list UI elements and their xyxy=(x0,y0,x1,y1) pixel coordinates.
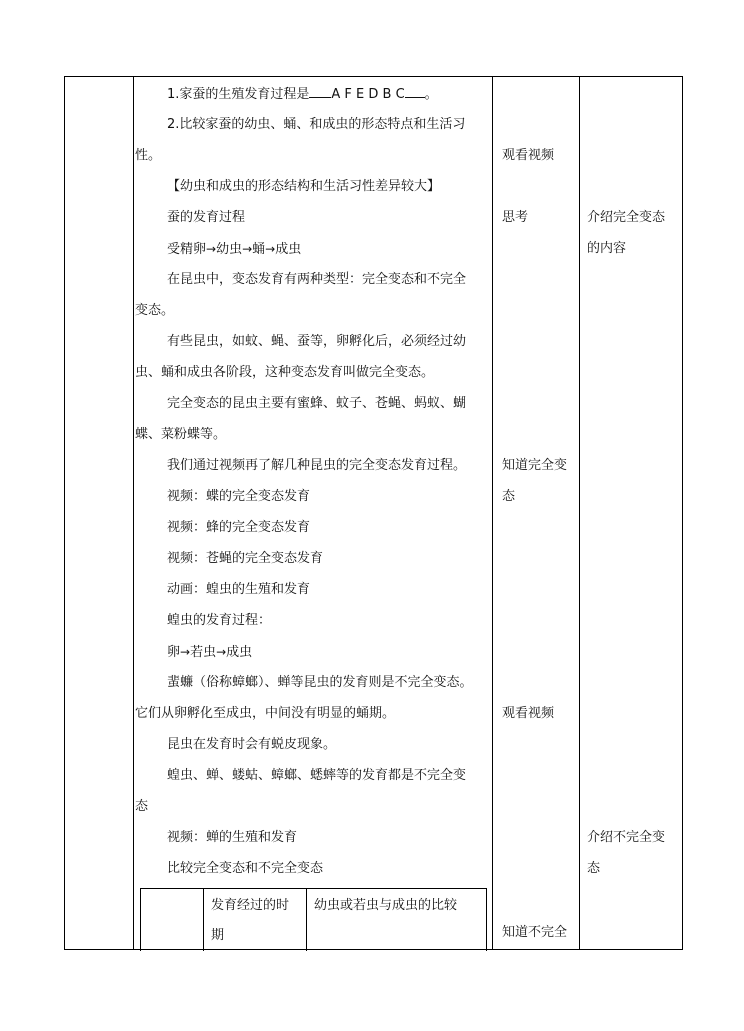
animation-item: 动画：蝗虫的生殖和发育 xyxy=(167,582,311,597)
stage-label: 受精卵 xyxy=(167,242,207,257)
comparison-table xyxy=(140,888,487,951)
design-intent: 态 xyxy=(587,861,601,876)
paragraph-line: 变态。 xyxy=(135,303,175,318)
paragraph-line: 昆虫在发育时会有蜕皮现象。 xyxy=(167,737,337,752)
video-item: 视频：蝶的完全变态发育 xyxy=(167,489,311,504)
locust-stages xyxy=(167,642,252,663)
design-intent: 介绍完全变态 xyxy=(587,210,666,225)
comparison-heading: 比较完全变态和不完全变态 xyxy=(167,861,324,876)
column-divider xyxy=(492,77,493,949)
arrow-icon: → xyxy=(206,242,217,256)
answer-note: 【幼虫和成虫的形态结构和生活习性差异较大】 xyxy=(167,179,441,194)
student-activity: 观看视频 xyxy=(502,148,555,163)
stage-label: 卵 xyxy=(167,645,181,660)
stage-label: 幼虫 xyxy=(216,242,243,257)
paragraph-line: 有些昆虫，如蚊、蝇、蚕等，卵孵化后，必须经过幼 xyxy=(167,334,467,349)
paragraph-line: 态 xyxy=(135,799,149,814)
stage-label: 成虫 xyxy=(226,645,253,660)
design-intent: 的内容 xyxy=(587,241,627,256)
answer-blank xyxy=(405,84,425,98)
paragraph-line: 它们从卵孵化至成虫，中间没有明显的蛹期。 xyxy=(135,706,396,721)
column-divider xyxy=(306,889,307,951)
question-2-line-1: 2.比较家蚕的幼虫、蛹、和成虫的形态特点和生活习 xyxy=(167,117,466,132)
column-divider xyxy=(203,889,204,951)
paragraph-line: 完全变态的昆虫主要有蜜蜂、蚊子、苍蝇、蚂蚁、蝴 xyxy=(167,396,467,411)
locust-development-heading: 蝗虫的发育过程： xyxy=(167,613,272,628)
answer-blank xyxy=(309,84,331,98)
stage-label: 成虫 xyxy=(275,242,302,257)
video-item: 视频：蜂的完全变态发育 xyxy=(167,520,311,535)
paragraph-line: 蜚蠊（俗称蟑螂）、蝉等昆虫的发育则是不完全变态。 xyxy=(167,675,473,690)
arrow-icon: → xyxy=(265,242,276,256)
question-1-text: 1.家蚕的生殖发育过程是 xyxy=(167,87,310,102)
paragraph-line: 在昆虫中，变态发育有两种类型：完全变态和不完全 xyxy=(167,272,467,287)
question-1-end: 。 xyxy=(424,87,438,102)
paragraph-line: 蝗虫、蝉、蝼蛄、蟑螂、蟋蟀等的发育都是不完全变 xyxy=(167,768,467,783)
stage-label: 若虫 xyxy=(190,645,217,660)
design-intent: 介绍不完全变 xyxy=(587,830,666,845)
paragraph-line: 蝶、菜粉蝶等。 xyxy=(135,427,227,442)
lesson-table xyxy=(64,76,683,950)
question-1 xyxy=(167,84,438,105)
student-activity: 知道完全变 xyxy=(502,458,568,473)
paragraph-line: 我们通过视频再了解几种昆虫的完全变态发育过程。 xyxy=(167,458,467,473)
question-1-answer: A F E D B C xyxy=(331,87,405,102)
table-header-cell: 幼虫或若虫与成虫的比较 xyxy=(314,898,458,913)
arrow-icon: → xyxy=(180,645,191,659)
column-divider xyxy=(579,77,580,949)
student-activity: 态 xyxy=(502,489,516,504)
silkworm-development-heading: 蚕的发育过程 xyxy=(167,210,246,225)
student-activity: 观看视频 xyxy=(502,706,555,721)
arrow-icon: → xyxy=(216,645,227,659)
stage-label: 蛹 xyxy=(252,242,266,257)
student-activity: 知道不完全 xyxy=(502,925,568,940)
arrow-icon: → xyxy=(242,242,253,256)
student-activity: 思考 xyxy=(502,210,529,225)
silkworm-stages xyxy=(167,239,301,260)
table-header-cell: 发育经过的时 xyxy=(211,898,290,913)
video-item: 视频：苍蝇的完全变态发育 xyxy=(167,551,324,566)
video-item: 视频：蝉的生殖和发育 xyxy=(167,830,298,845)
table-header-cell: 期 xyxy=(211,928,225,943)
column-divider xyxy=(133,77,134,949)
question-2-line-2: 性。 xyxy=(135,148,162,163)
paragraph-line: 虫、蛹和成虫各阶段，这种变态发育叫做完全变态。 xyxy=(135,365,435,380)
